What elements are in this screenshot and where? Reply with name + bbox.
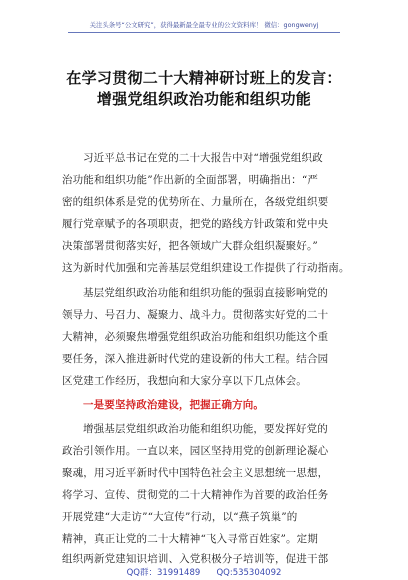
document-title-line-1: 在学习贯彻二十大精神研讨班上的发言： (66, 69, 342, 87)
paragraph-line: 习近平总书记在党的二十大报告中对“增强党组织政 (83, 152, 323, 164)
paragraph-line: 大精神，必须聚焦增强党组织政治功能和组织功能这个重 (62, 331, 329, 343)
paragraph-line: 决策部署贯彻落实好，把各领域广大群众组织凝聚好。” (62, 240, 318, 252)
paragraph-line: 政治引领作用。一直以来，园区坚持用党的创新理论凝心 (62, 445, 329, 457)
paragraph-line: 要任务，深入推进新时代党的建设新的伟大工程。结合园 (62, 353, 329, 365)
paragraph-line: 将学习、宣传、贯彻党的二十大精神作为首要的政治任务 (62, 489, 329, 501)
header-banner (68, 20, 340, 33)
paragraph-line: 组织两新党建知识培训、入党积极分子培训等，促进干部 (62, 553, 329, 565)
footer-contact: QQ群：31991489 QQ:535304092 (126, 568, 282, 578)
paragraph-line: 增强基层党组织政治功能和组织功能，要发挥好党的 (83, 423, 328, 435)
paragraph-line: 区党建工作经历，我想向和大家分享以下几点体会。 (62, 375, 307, 387)
paragraph-line: 这为新时代加强和完善基层党组织建设工作提供了行动指南。 (62, 262, 350, 274)
paragraph-line: 开展党建“大走访”“大宣传”行动，以“燕子筑巢”的 (62, 511, 298, 523)
paragraph-line: 治功能和组织功能”作出新的全面部署，明确指出：“严 (62, 174, 318, 186)
header-banner-text: 关注头条号“公文研究”，获得最新最全最专业的公文资料库！ 微信：gongwenyj (89, 21, 319, 29)
paragraph-line: 精神，真正让党的二十大精神“飞入寻常百姓家”。定期 (62, 533, 318, 545)
paragraph-line: 密的组织体系是党的优势所在、力量所在，各级党组织要 (62, 196, 329, 208)
paragraph-line: 履行党章赋予的各项职责，把党的路线方针政策和党中央 (62, 218, 329, 230)
paragraph-line: 领导力、号召力、凝聚力、战斗力。贯彻落实好党的二十 (62, 309, 329, 321)
section-heading: 一是要坚持政治建设，把握正确方向。 (83, 399, 265, 411)
document-title-line-2: 增强党组织政治功能和组织功能 (96, 90, 312, 108)
paragraph-line: 聚魂，用习近平新时代中国特色社会主义思想统一思想， (62, 467, 329, 479)
paragraph-line: 基层党组织政治功能和组织功能的强弱直接影响党的 (83, 287, 328, 299)
